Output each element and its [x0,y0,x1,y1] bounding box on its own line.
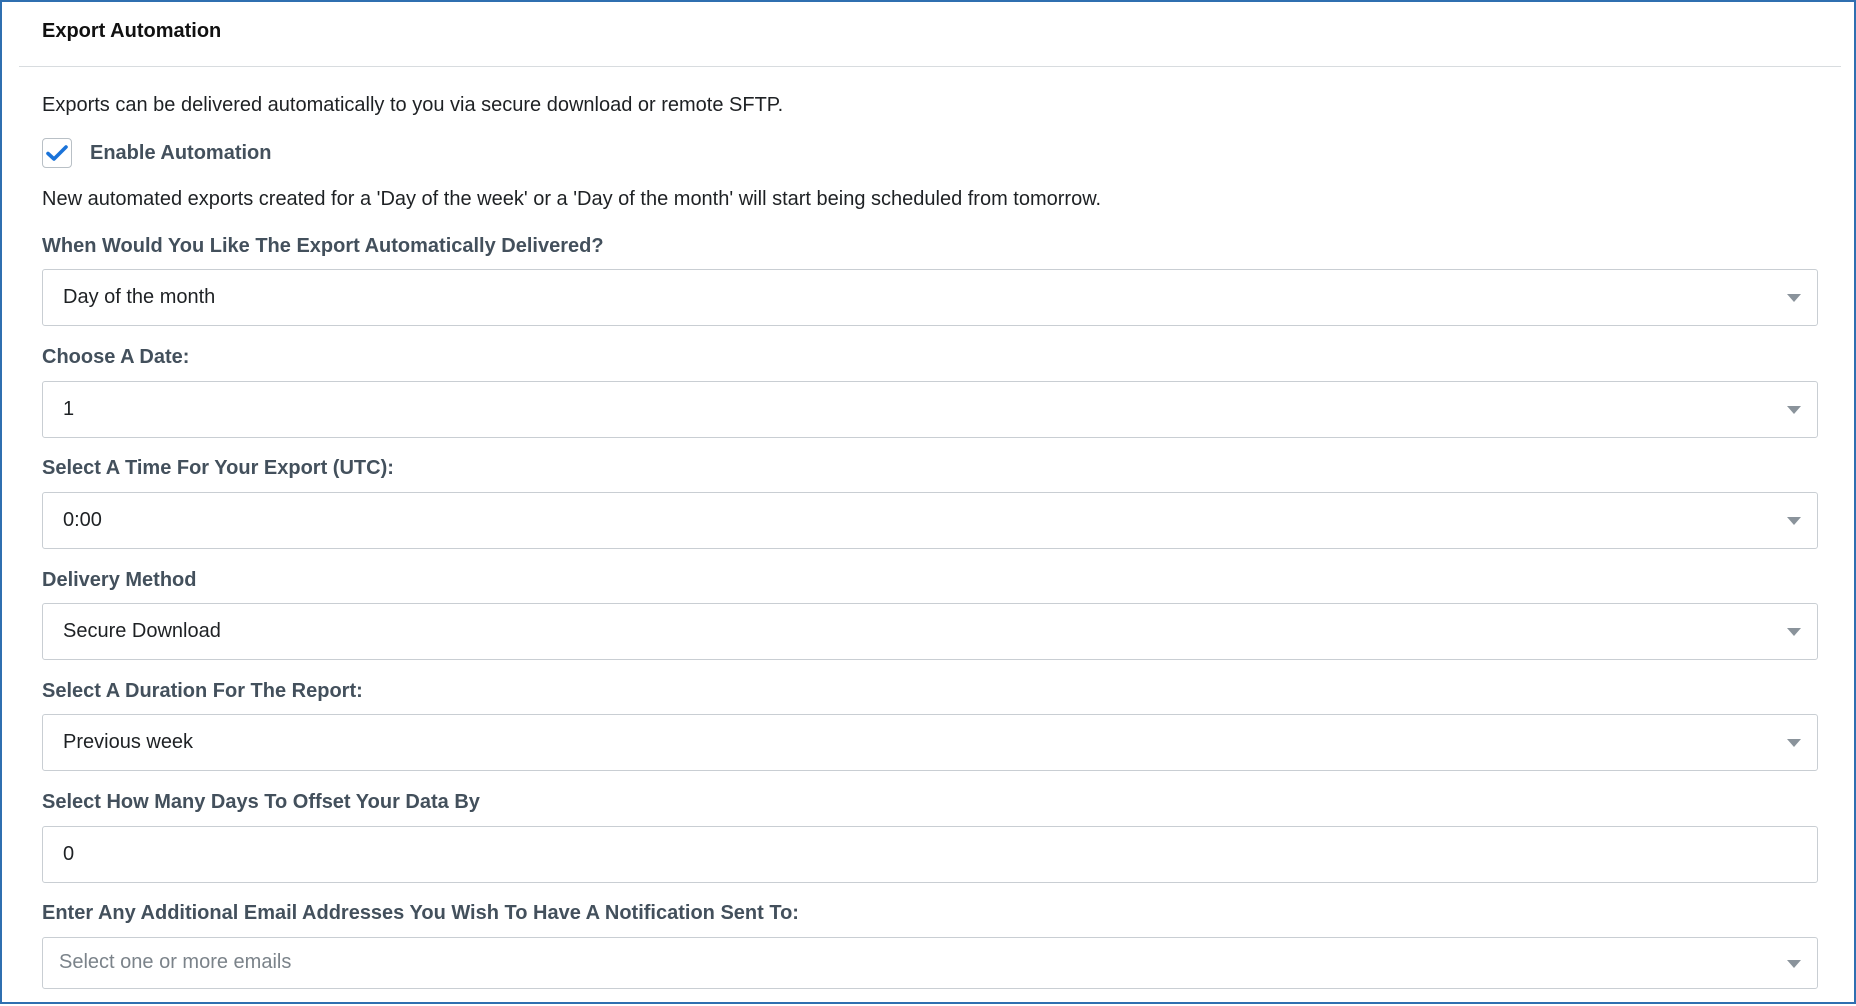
checkmark-icon [46,144,68,162]
emails-placeholder: Select one or more emails [59,951,292,973]
delivery-method-select[interactable] [42,603,1818,660]
duration-value: Previous week [63,731,194,753]
panel-header [19,2,1841,67]
chevron-down-icon [1787,294,1801,302]
chevron-down-icon [1787,517,1801,525]
offset-days-label: Select How Many Days To Offset Your Data By [42,791,480,813]
enable-automation-checkbox[interactable] [42,138,72,168]
chevron-down-icon [1787,406,1801,414]
emails-label: Enter Any Additional Email Addresses You Wish To Have A Notification Sent To: [42,902,799,924]
emails-multiselect[interactable] [42,937,1818,989]
offset-days-value: 0 [63,843,75,865]
panel-title: Export Automation [42,20,222,42]
delivery-method-label: Delivery Method [42,569,197,591]
offset-days-input[interactable] [42,826,1818,883]
duration-select[interactable] [42,714,1818,771]
date-label: Choose A Date: [42,346,190,368]
delivery-method-value: Secure Download [63,620,221,642]
delivery-schedule-label: When Would You Like The Export Automatically Delivered? [42,235,604,257]
export-automation-panel [19,2,1841,1006]
intro-text: Exports can be delivered automatically to you via secure download or remote SFTP. [42,94,784,116]
time-select[interactable] [42,492,1818,549]
chevron-down-icon [1787,960,1801,968]
delivery-schedule-select[interactable] [42,269,1818,326]
delivery-schedule-value: Day of the month [63,286,216,308]
time-label: Select A Time For Your Export (UTC): [42,457,394,479]
duration-label: Select A Duration For The Report: [42,680,363,702]
enable-automation-label[interactable]: Enable Automation [90,142,272,164]
date-value: 1 [63,398,75,420]
date-select[interactable] [42,381,1818,438]
enable-automation-row[interactable] [42,136,271,170]
chevron-down-icon [1787,739,1801,747]
schedule-notice: New automated exports created for a 'Day of the week' or a 'Day of the month' will start being scheduled from tomorrow. [42,188,1102,210]
time-value: 0:00 [63,509,102,531]
chevron-down-icon [1787,628,1801,636]
